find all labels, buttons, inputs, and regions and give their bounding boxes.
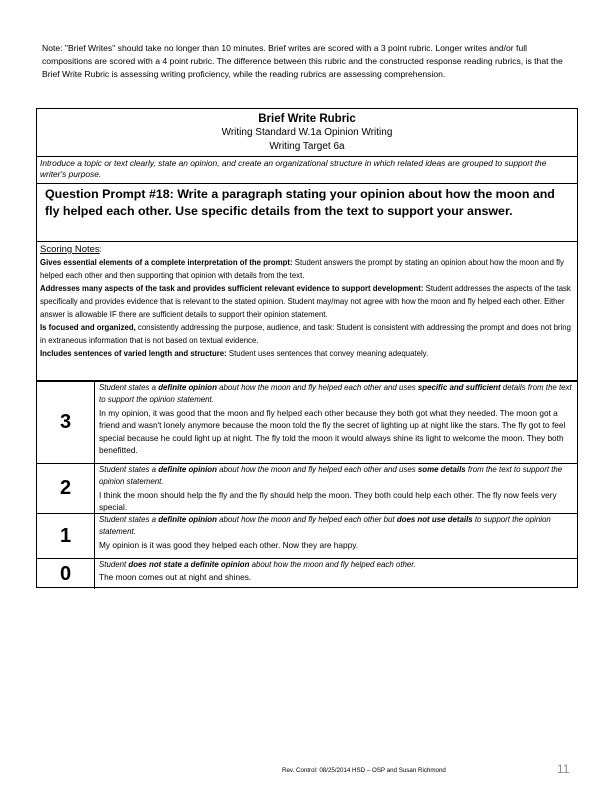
score-value: 0 [37, 559, 95, 589]
score-criteria: Student states a definite opinion about how the moon and fly helped each other but does not use details to support the opinion statement. [99, 515, 551, 537]
score-example: My opinion is it was good they helped each other. Now they are happy. [99, 539, 359, 550]
rubric-standard: Writing Standard W.1a Opinion Writing [221, 127, 393, 138]
score-description [99, 559, 574, 584]
score-value: 1 [37, 514, 95, 558]
scoring-note-1: Gives essential elements of a complete interpretation of the prompt: Student answers the prompt by stating an opinion about how the moon and fly helped each other and then supporting that opinion with details from the text. [40, 258, 564, 280]
rubric-target: Writing Target 6a [269, 141, 345, 152]
rubric-table [36, 108, 578, 588]
score-value: 2 [37, 464, 95, 513]
scoring-note-3: Is focused and organized, consistently addressing the purpose, audience, and task: Student is consistent with addressing the prompt and does not bring in extraneous information that is not based on textual evidence. [40, 323, 571, 345]
scoring-notes-title: Scoring Notes [40, 244, 100, 255]
score-value: 3 [37, 382, 95, 463]
question-prompt: Question Prompt #18: Write a paragraph stating your opinion about how the moon and fly helped each other. Use specific details from the text to support your answer. [37, 184, 577, 242]
score-description [99, 382, 574, 456]
score-example: In my opinion, it was good that the moon and fly helped each other because they both got what they needed. The moon got a friend and wasn't lonely anymore because the moon told the fly the secret of lighting up at night like the stars. The fly got to feel special because he could light up at night. The fly told the moon it would always shine its light to welcome the moon. They both benefitted. [99, 407, 566, 456]
score-row-2 [37, 463, 577, 513]
scoring-note-2: Addresses many aspects of the task and provides sufficient relevant evidence to support development: Student addresses the aspects of the task specifically and provides evidence that is relevant to the stated opinion. Student may/may not agree with how the moon and fly helped each other. Either answer is allowable IF there are sufficient details to support their opinion statement. [40, 284, 571, 319]
rubric-title: Brief Write Rubric [258, 113, 356, 125]
score-criteria: Student states a definite opinion about how the moon and fly helped each other and uses some details from the text to support the opinion statement. [99, 465, 563, 487]
rubric-header [37, 109, 577, 157]
scoring-notes [37, 242, 577, 381]
score-criteria: Student does not state a definite opinion about how the moon and fly helped each other. [99, 560, 416, 569]
score-row-3 [37, 381, 577, 463]
score-row-1 [37, 513, 577, 558]
score-description [99, 514, 574, 551]
score-description [99, 464, 574, 514]
score-example: I think the moon should help the fly and the fly should help the moon. They both could help each other. The fly now feels very special. [99, 489, 557, 513]
scoring-note-4: Includes sentences of varied length and structure: Student uses sentences that convey meaning adequately. [40, 349, 429, 358]
revision-footer: Rev. Control: 08/25/2014 HSD – OSP and Susan Richmond [282, 767, 446, 774]
page-number: 11 [557, 762, 570, 776]
rubric-intro: Introduce a topic or text clearly, state an opinion, and create an organizational structure in which related ideas are grouped to support the writer's purpose. [37, 157, 577, 184]
score-example: The moon comes out at night and shines. [99, 572, 252, 583]
scoring-notes-colon: : [99, 245, 102, 254]
score-row-0 [37, 558, 577, 589]
score-criteria: Student states a definite opinion about how the moon and fly helped each other and uses specific and sufficient details from the text to support the opinion statement. [99, 383, 572, 405]
instruction-note: Note: "Brief Writes" should take no longer than 10 minutes. Brief writes are scored with a 3 point rubric. Longer writes and/or full compositions are scored with a 4 point rubric. The difference between this rubric and the constructed response reading rubrics, is that the Brief Write Rubric is assessing writing proficiency, while the reading rubrics are assessing comprehension. [42, 43, 563, 80]
